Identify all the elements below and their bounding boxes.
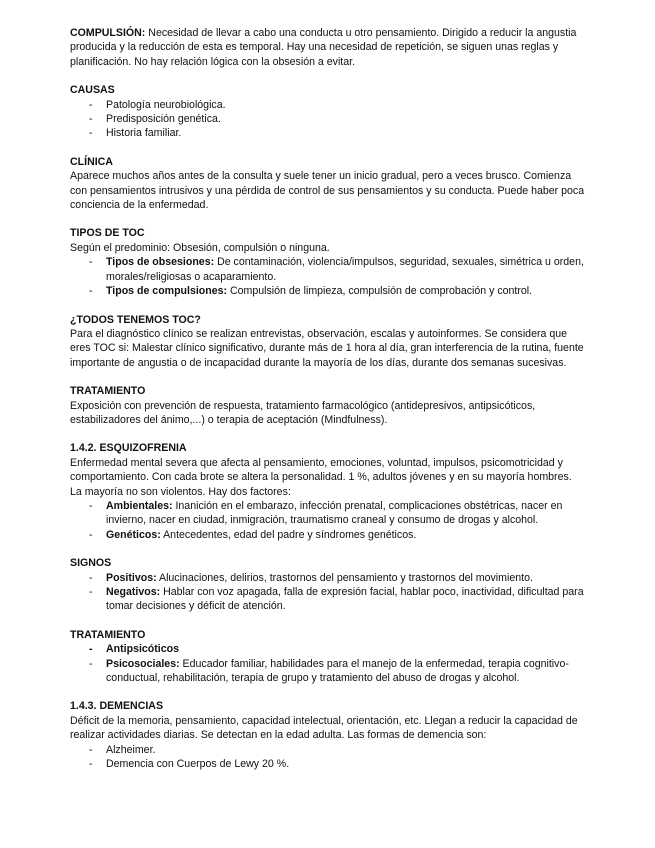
list-item: - Antipsicóticos — [89, 643, 179, 656]
list-item: - Historia familiar. — [89, 127, 182, 140]
esquizofrenia-heading: 1.4.2. ESQUIZOFRENIA — [70, 442, 187, 455]
list-item: - Demencia con Cuerpos de Lewy 20 %. — [89, 758, 290, 771]
signos-section — [70, 556, 585, 614]
demencias-list — [70, 743, 585, 772]
tratamiento-toc-heading: TRATAMIENTO — [70, 385, 146, 398]
list-item: - Alzheimer. — [89, 743, 156, 756]
esquizofrenia-paragraph: Enfermedad mental severa que afecta al pensamiento, emociones, voluntad, impulsos, psicomotricidad y comportamiento. Con cada brote se altera la personalidad. 1 %, adultos jóvenes y en su mayoría hombres. La mayoría no son violentos. Hay dos factores: — [70, 456, 572, 498]
demencias-heading: 1.4.3. DEMENCIAS — [70, 700, 164, 713]
esquizofrenia-section — [70, 441, 585, 542]
list-item: - Psicosociales: Educador familiar, habilidades para el manejo de la enfermedad, terapia cognitivo-conductual, rehabilitación, terapia de grupo y tratamiento del abuso de drogas y alcohol. — [89, 657, 569, 685]
clinica-paragraph: Aparece muchos años antes de la consulta y suele tener un inicio gradual, pero a veces brusco. Comienza con pensamientos intrusivos y una pérdida de control de sus pensamientos y su conducta. Puede haber poca conciencia de la enfermedad. — [70, 170, 585, 212]
todos-section — [70, 313, 585, 371]
tipos-section — [70, 226, 585, 298]
compulsion-paragraph — [70, 26, 585, 69]
compulsion-text: Necesidad de llevar a cabo una conducta u otro pensamiento. Dirigido a reducir la angustia producida y la reducción de esta es temporal. Hay una necesidad de repetición, se siguen unas reglas y planificación. No hay relación lógica con la obsesión a evitar. — [70, 27, 577, 68]
list-item: - Positivos: Alucinaciones, delirios, trastornos del pensamiento y trastornos del movimiento. — [89, 571, 533, 584]
list-item: - Predisposición genética. — [89, 113, 221, 126]
list-item: - Negativos: Hablar con voz apagada, falla de expresión facial, hablar poco, inactividad, dificultad para tomar decisiones y déficit de atención. — [89, 586, 584, 613]
todos-paragraph: Para el diagnóstico clínico se realizan entrevistas, observación, escalas y autoinformes. Se considera que eres TOC si: Malestar clínico significativo, durante más de 1 hora al día, gran interferencia de la rutina, fuente importante de angustia o de incapacidad durante la mayoría de los días, durante dos semanas sucesivas. — [70, 327, 584, 369]
tipos-intro: Según el predominio: Obsesión, compulsión o ninguna. — [70, 241, 330, 254]
tipos-list — [70, 255, 585, 298]
signos-heading: SIGNOS — [70, 557, 112, 570]
compulsion-term: COMPULSIÓN: — [70, 27, 146, 39]
list-item: - Tipos de compulsiones: Compulsión de limpieza, compulsión de comprobación y control. — [89, 285, 533, 298]
signos-list — [70, 571, 585, 614]
list-item: - Genéticos: Antecedentes, edad del padre y síndromes genéticos. — [89, 528, 417, 541]
causas-section — [70, 83, 585, 141]
compulsion-section — [70, 26, 585, 69]
list-item: - Patología neurobiológica. — [89, 98, 226, 111]
todos-heading: ¿TODOS TENEMOS TOC? — [70, 313, 201, 326]
list-item: - Tipos de obsesiones: De contaminación, violencia/impulsos, seguridad, sexuales, simétrica u orden, morales/religiosas o acaparamiento. — [89, 256, 584, 283]
causas-list — [70, 98, 585, 141]
demencias-paragraph: Déficit de la memoria, pensamiento, capacidad intelectual, orientación, etc. Llegan a reducir la capacidad de realizar actividades diarias. Se detectan en la edad adulta. Las formas de demencia son: — [70, 714, 578, 742]
clinica-heading: CLÍNICA — [70, 155, 113, 168]
clinica-section — [70, 155, 585, 213]
tratamiento-esquizofrenia-heading: TRATAMIENTO — [70, 628, 146, 641]
demencias-section — [70, 699, 585, 771]
esquizofrenia-list — [70, 499, 585, 542]
tratamiento-esquizofrenia-list — [70, 642, 585, 685]
causas-heading: CAUSAS — [70, 84, 115, 97]
tratamiento-esquizofrenia-section — [70, 628, 585, 686]
tipos-heading: TIPOS DE TOC — [70, 227, 145, 240]
tratamiento-toc-section — [70, 384, 585, 427]
list-item: - Ambientales: Inanición en el embarazo, infección prenatal, complicaciones obstétricas, nacer en invierno, nacer en ciudad, inmigración, traumatismo craneal y consumo de drogas y alcohol. — [89, 499, 563, 527]
tratamiento-toc-paragraph: Exposición con prevención de respuesta, tratamiento farmacológico (antidepresivos, antipsicóticos, estabilizadores del ánimo,...) o terapia de aceptación (Mindfulness). — [70, 399, 536, 426]
